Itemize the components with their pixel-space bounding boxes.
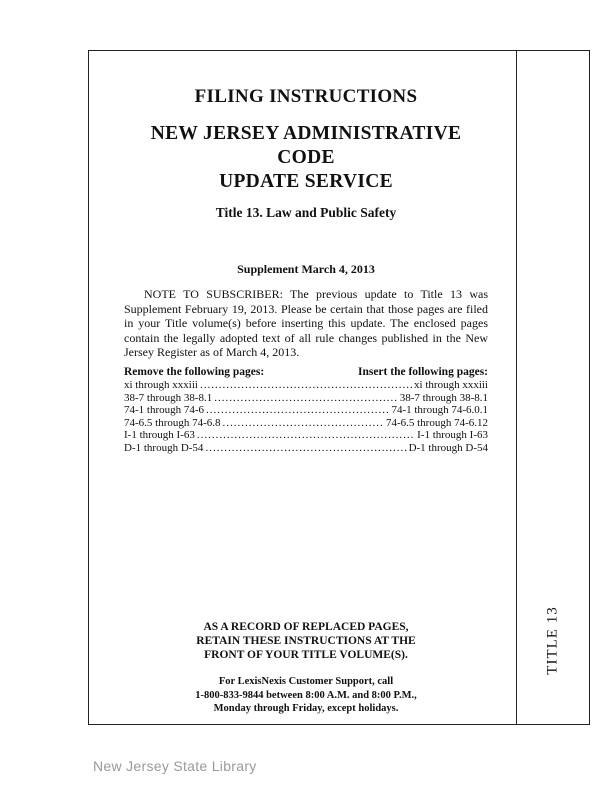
title-line: Title 13. Law and Public Safety (215, 205, 397, 220)
page-replacement-list (124, 366, 488, 455)
list-item (124, 417, 488, 430)
remove-pages: I-1 through I-63 (124, 429, 195, 442)
insert-pages: 74-1 through 74-6.0.1 (391, 404, 488, 417)
code-title-heading (124, 122, 488, 194)
record-notice-line-1: AS A RECORD OF REPLACED PAGES, (203, 621, 409, 633)
insert-pages: D-1 through D-54 (408, 441, 488, 454)
remove-pages: 38-7 through 38-8.1 (124, 391, 213, 404)
code-title-line-2: UPDATE SERVICE (219, 171, 393, 192)
supplement-date: Supplement March 4, 2013 (237, 262, 375, 276)
support-line-2: 1-800-833-9844 between 8:00 A.M. and 8:00 P.M., (195, 689, 417, 701)
leader-dots (205, 442, 406, 455)
title-tab (523, 600, 583, 680)
filing-instructions-heading: FILING INSTRUCTIONS (194, 86, 418, 107)
record-notice-line-3: FRONT OF YOUR TITLE VOLUME(S). (204, 649, 408, 661)
remove-pages: D-1 through D-54 (124, 441, 204, 454)
leader-dots (214, 392, 397, 405)
support-line-3: Monday through Friday, except holidays. (213, 703, 399, 714)
list-item (124, 379, 488, 392)
leader-dots (206, 404, 389, 417)
insert-header: Insert the following pages: (357, 366, 488, 378)
support-line-1: For LexisNexis Customer Support, call (218, 676, 394, 687)
tab-divider (516, 50, 517, 725)
insert-pages: I-1 through I-63 (417, 429, 488, 442)
leader-dots (200, 379, 412, 392)
remove-pages: xi through xxxiii (124, 379, 198, 391)
customer-support-info (124, 675, 488, 716)
record-notice (124, 620, 488, 662)
list-item (124, 429, 488, 442)
code-title-line-1: NEW JERSEY ADMINISTRATIVE CODE (150, 123, 462, 168)
insert-pages: xi through xxxiii (414, 379, 488, 391)
list-item (124, 442, 488, 455)
subscriber-note: NOTE TO SUBSCRIBER: The previous update to Title 13 was Supplement February 19, 2013. Please be certain that those pages are filed in your Title volume(s) before inserting this update. The enclosed pages contain the legally adopted text of all rule changes published in the New Jersey Register as of March 4, 2013. (124, 287, 488, 359)
list-item (124, 392, 488, 405)
record-notice-line-2: RETAIN THESE INSTRUCTIONS AT THE (196, 635, 416, 647)
list-item (124, 404, 488, 417)
remove-header: Remove the following pages: (124, 366, 265, 378)
remove-pages: 74-1 through 74-6 (124, 404, 205, 417)
leader-dots (197, 429, 415, 442)
insert-pages: 38-7 through 38-8.1 (399, 391, 488, 404)
title-tab-label: TITLE 13 (544, 605, 561, 675)
remove-pages: 74-6.5 through 74-6.8 (124, 416, 221, 429)
insert-pages: 74-6.5 through 74-6.12 (385, 416, 488, 429)
library-watermark: New Jersey State Library (93, 758, 257, 774)
leader-dots (223, 417, 384, 430)
list-header (124, 366, 488, 379)
